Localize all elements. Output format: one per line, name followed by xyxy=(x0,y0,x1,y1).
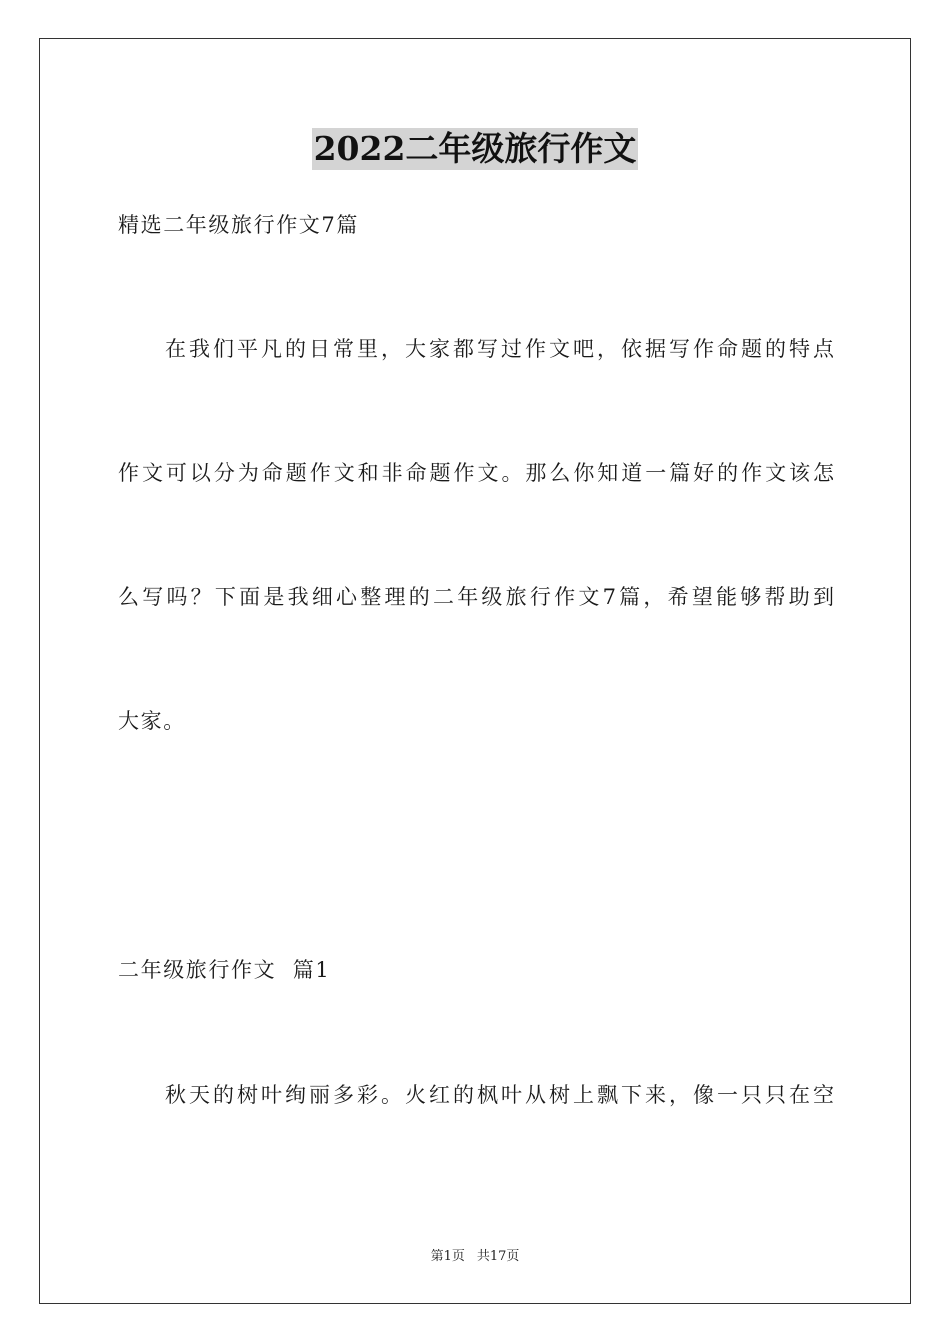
page-number-total: 共17页 xyxy=(476,1249,520,1264)
title-container xyxy=(0,128,950,170)
intro-line-3: 么写吗？下面是我细心整理的二年级旅行作文7篇，希望能够帮助到 xyxy=(118,585,834,609)
section-heading: 二年级旅行作文 篇1 xyxy=(118,958,331,982)
intro-line-1: 在我们平凡的日常里，大家都写过作文吧，依据写作命题的特点 xyxy=(165,337,834,361)
page-number-current: 第1页 xyxy=(430,1249,465,1264)
intro-line-4: 大家。 xyxy=(118,709,186,733)
document-title: 2022二年级旅行作文 xyxy=(313,129,637,168)
page-footer xyxy=(0,1245,950,1264)
intro-line-2: 作文可以分为命题作文和非命题作文。那么你知道一篇好的作文该怎 xyxy=(118,461,834,485)
section-line-1: 秋天的树叶绚丽多彩。火红的枫叶从树上飘下来，像一只只在空 xyxy=(165,1083,834,1107)
document-subtitle: 精选二年级旅行作文7篇 xyxy=(118,213,359,237)
